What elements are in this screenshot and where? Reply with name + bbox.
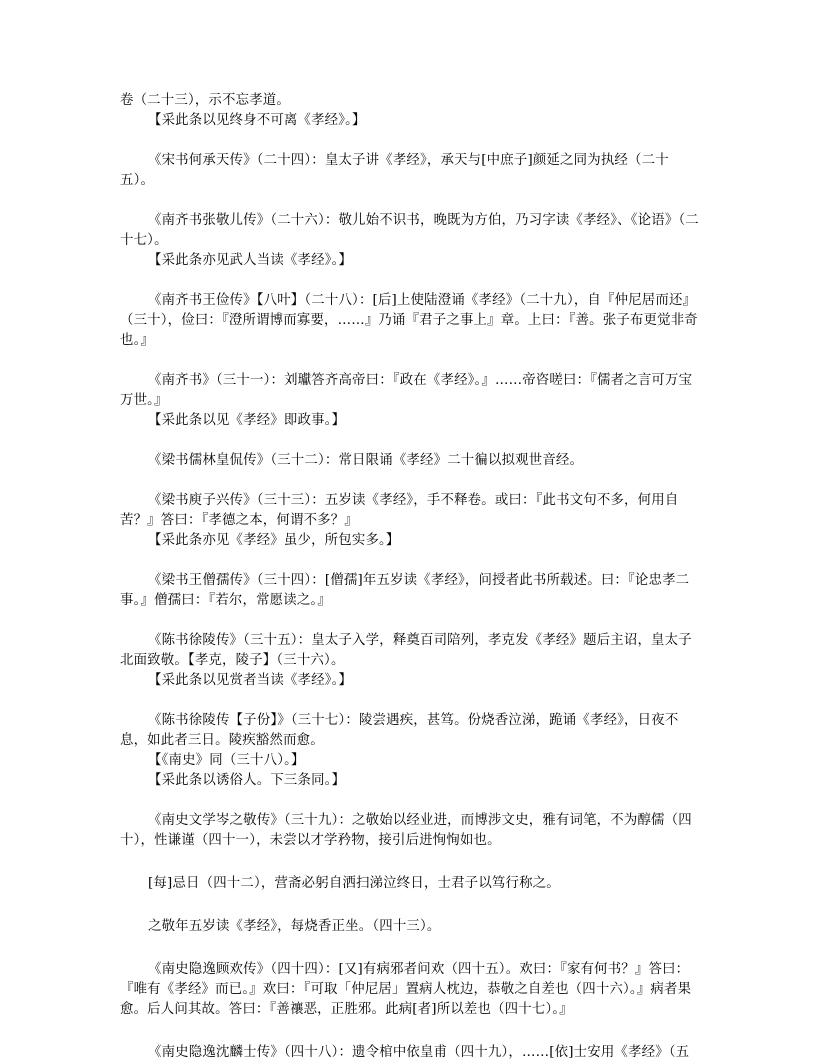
text-paragraph: 《南史文学岑之敬传》（三十九）：之敬始以经业进，而博涉文史，雅有词笔，不为醇儒（四十），性谦谨（四十一），未尝以才学矜物，接引后进恂恂如也。 [120, 813, 692, 848]
text-paragraph: 《陈书徐陵传》（三十五）：皇太子入学，释奠百司陪列，孝克发《孝经》题后主诏，皇太子北面致敬。【孝克，陵子】（三十六）。 [120, 633, 692, 668]
paragraph-spacer [120, 851, 700, 874]
text-paragraph: 《宋书何承天传》（二十四）：皇太子讲《孝经》，承天与[中庶子]颜延之同为执经（二十五）。 [120, 153, 669, 188]
editor-note: 【采此条以诱俗人。下三条同。】 [148, 773, 346, 788]
paragraph-spacer [120, 937, 700, 960]
editor-note: 【采此条以见《孝经》即政事。】 [148, 413, 346, 428]
text-paragraph: 《南史隐逸沈麟士传》（四十八）：遗令棺中依皇甫（四十九），……[依]士安用《孝经》（五 [148, 1045, 690, 1060]
paragraph-spacer [120, 471, 700, 491]
paragraph-spacer [120, 551, 700, 571]
paragraph-spacer [120, 431, 700, 451]
text-paragraph: 《陈书徐陵传【子份】》（三十七）：陵尝遇疾，甚笃。份烧香泣涕，跪诵《孝经》，日夜不息，如此者三日。陵疾豁然而愈。 [120, 713, 679, 748]
paragraph-spacer [120, 131, 700, 151]
text-paragraph: 《南齐书张敬儿传》（二十六）：敬儿始不识书，晚既为方伯，乃习字读《孝经》、《论语》（二十七）。 [120, 213, 699, 248]
editor-note: 【采此条以见终身不可离《孝经》。】 [148, 113, 366, 128]
editor-note: 【采此条亦见《孝经》虽少，所包实多。】 [148, 533, 400, 548]
paragraph-spacer [120, 691, 700, 711]
text-paragraph: 《南齐书王俭传》【八叶】（二十八）：[后]上使陆澄诵《孝经》（二十九），自『仲尼居而还』（三十），俭曰：『澄所谓博而寡要，……』乃诵『君子之事上』章。上曰：『善。张子布更觉非奇也。』 [120, 293, 698, 348]
text-paragraph: 《梁书庾子兴传》（三十三）：五岁读《孝经》，手不释卷。或曰：『此书文句不多，何用自苦？』答曰：『孝德之本，何谓不多？』 [120, 493, 679, 528]
paragraph-spacer [120, 191, 700, 211]
paragraph-spacer [120, 791, 700, 811]
text-paragraph: 《梁书王僧孺传》（三十四）：[僧孺]年五岁读《孝经》，问授者此书所载述。曰：『论忠孝二事。』僧孺曰：『若尔，常愿读之。』 [120, 573, 690, 608]
text-paragraph: 之敬年五岁读《孝经》，每烧香正坐。（四十三）。 [148, 919, 441, 934]
text-paragraph: 《南齐书》（三十一）：刘瓛答齐高帝曰：『政在《孝经》。』……帝咨嗟曰：『儒者之言可万宝万世。』 [120, 373, 693, 408]
text-paragraph: 《南史隐逸顾欢传》（四十四）：[又]有病邪者问欢（四十五）。欢曰：『家有何书？』答曰：『唯有《孝经》而已。』欢曰：『可取「仲尼居」置病人枕边，恭敬之自差也（四十六）。』病者果愈。后人问其故。答曰：『善禳恶，正胜邪。此病[者]所以差也（四十七）。』 [120, 962, 692, 1017]
text-paragraph: 卷（二十三），示不忘孝道。 [120, 93, 290, 108]
text-paragraph: [每]忌日（四十二），营斋必躬自洒扫涕泣终日，士君子以笃行称之。 [148, 876, 560, 891]
editor-note: 【《南史》同（三十八）。】 [148, 753, 305, 768]
editor-note: 【采此条以见赏者当读《孝经》。】 [148, 673, 353, 688]
paragraph-spacer [120, 271, 700, 291]
paragraph-spacer [120, 894, 700, 917]
editor-note: 【采此条亦见武人当读《孝经》。】 [148, 253, 353, 268]
paragraph-spacer [120, 611, 700, 631]
document-page [120, 91, 700, 1063]
paragraph-spacer [120, 1020, 700, 1043]
paragraph-spacer [120, 351, 700, 371]
text-paragraph: 《梁书儒林皇侃传》（三十二）：常日限诵《孝经》二十徧以拟观世音经。 [148, 453, 584, 468]
